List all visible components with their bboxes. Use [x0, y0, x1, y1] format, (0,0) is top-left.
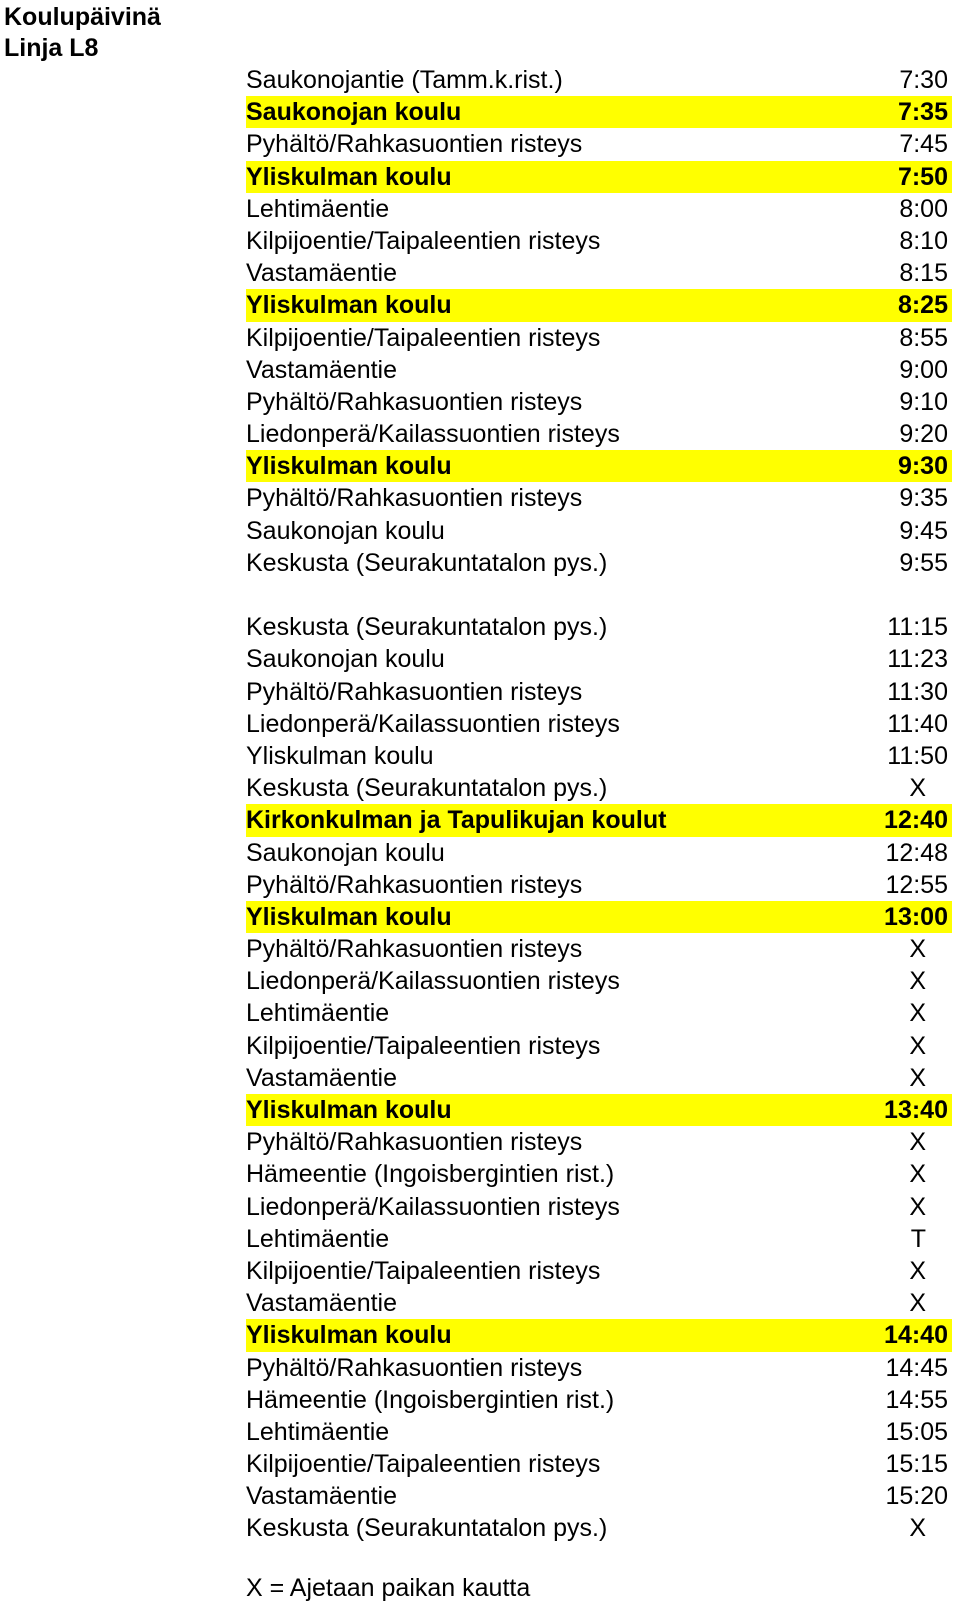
timetable-row [246, 1158, 952, 1190]
timetable-row [246, 1062, 952, 1094]
stop-name: Pyhältö/Rahkasuontien risteys [246, 130, 583, 159]
departure-time: 14:55 [885, 1385, 948, 1414]
header-line-name: Linja L8 [4, 34, 99, 62]
departure-time: 15:05 [885, 1417, 948, 1446]
stop-name: Pyhältö/Rahkasuontien risteys [246, 484, 583, 513]
timetable-row [246, 386, 952, 418]
route-mark: X [909, 1160, 926, 1189]
footnote: X = Ajetaan paikan kautta [246, 1574, 531, 1602]
stop-name: Keskusta (Seurakuntatalon pys.) [246, 1514, 608, 1543]
stop-name: Yliskulman koulu [246, 902, 452, 931]
departure-time: 12:48 [885, 838, 948, 867]
route-mark: X [909, 1514, 926, 1543]
stop-name: Liedonperä/Kailassuontien risteys [246, 420, 620, 449]
timetable-row [246, 1352, 952, 1384]
timetable-row [246, 482, 952, 514]
departure-time: 7:30 [899, 66, 948, 94]
timetable-row [246, 965, 952, 997]
stop-name: Pyhältö/Rahkasuontien risteys [246, 387, 583, 416]
stop-name: Pyhältö/Rahkasuontien risteys [246, 870, 583, 899]
stop-name: Liedonperä/Kailassuontien risteys [246, 709, 620, 738]
timetable-row-school [246, 1319, 952, 1351]
timetable-row [246, 1255, 952, 1287]
timetable-row [246, 515, 952, 547]
stop-name: Yliskulman koulu [246, 741, 434, 770]
timetable-row [246, 1030, 952, 1062]
departure-time: 14:45 [885, 1353, 948, 1382]
stop-name: Saukonojan koulu [246, 838, 445, 867]
departure-time: 9:35 [899, 484, 948, 513]
timetable-row [246, 1416, 952, 1448]
departure-time: 15:20 [885, 1482, 948, 1511]
departure-time: 8:00 [899, 194, 948, 223]
stop-name: Keskusta (Seurakuntatalon pys.) [246, 774, 608, 803]
timetable-row [246, 257, 952, 289]
stop-name: Saukonojantie (Tamm.k.rist.) [246, 66, 563, 94]
stop-name: Lehtimäentie [246, 1417, 390, 1446]
timetable-row [246, 547, 952, 579]
stop-name: Saukonojan koulu [246, 645, 445, 674]
stop-name: Yliskulman koulu [246, 452, 452, 481]
departure-time: 14:40 [884, 1321, 948, 1350]
timetable-row [246, 1223, 952, 1255]
timetable [246, 64, 952, 1545]
stop-name: Kirkonkulman ja Tapulikujan koulut [246, 806, 667, 835]
stop-name: Vastamäentie [246, 1063, 398, 1092]
departure-time: 9:45 [899, 516, 948, 545]
stop-name: Saukonojan koulu [246, 516, 445, 545]
timetable-row [246, 933, 952, 965]
timetable-row [246, 225, 952, 257]
timetable-row [246, 869, 952, 901]
route-mark: X [909, 1031, 926, 1060]
timetable-row [246, 64, 952, 96]
stop-name: Pyhältö/Rahkasuontien risteys [246, 1128, 583, 1157]
timetable-row [246, 643, 952, 675]
stop-name: Kilpijoentie/Taipaleentien risteys [246, 1031, 601, 1060]
departure-time: 13:40 [884, 1096, 948, 1124]
stop-name: Yliskulman koulu [246, 291, 452, 320]
timetable-row-school [246, 289, 952, 321]
stop-name: Vastamäentie [246, 1482, 398, 1511]
timetable-row [246, 611, 952, 643]
timetable-row [246, 322, 952, 354]
stop-name: Pyhältö/Rahkasuontien risteys [246, 935, 583, 964]
route-mark: X [909, 1128, 926, 1157]
timetable-spacer [246, 579, 952, 611]
timetable-row [246, 740, 952, 772]
timetable-row [246, 1126, 952, 1158]
timetable-header [4, 2, 161, 64]
stop-name: Yliskulman koulu [246, 1321, 452, 1350]
timetable-row [246, 837, 952, 869]
departure-time: 11:23 [887, 645, 948, 674]
timetable-row-school [246, 901, 952, 933]
timetable-row [246, 1480, 952, 1512]
timetable-row [246, 997, 952, 1029]
timetable-row-school [246, 1094, 952, 1126]
stop-name: Liedonperä/Kailassuontien risteys [246, 1192, 620, 1221]
stop-name: Vastamäentie [246, 355, 398, 384]
route-mark: X [909, 1192, 926, 1221]
timetable-row [246, 708, 952, 740]
timetable-row [246, 354, 952, 386]
stop-name: Kilpijoentie/Taipaleentien risteys [246, 1256, 601, 1285]
route-mark: X [909, 999, 926, 1028]
stop-name: Yliskulman koulu [246, 1096, 452, 1124]
departure-time: 7:50 [897, 162, 948, 191]
departure-time: 11:40 [887, 709, 948, 738]
departure-time: 9:55 [899, 548, 948, 577]
timetable-row [246, 676, 952, 708]
departure-time: 13:00 [884, 902, 948, 931]
timetable-row [246, 1512, 952, 1544]
departure-time: 12:40 [884, 806, 948, 835]
timetable-row [246, 1384, 952, 1416]
route-mark: T [910, 1224, 926, 1253]
stop-name: Lehtimäentie [246, 194, 390, 223]
route-mark: X [909, 1063, 926, 1092]
stop-name: Liedonperä/Kailassuontien risteys [246, 967, 620, 996]
stop-name: Vastamäentie [246, 259, 398, 288]
departure-time: 9:00 [899, 355, 948, 384]
departure-time: 9:20 [899, 420, 948, 449]
departure-time: 12:55 [885, 870, 948, 899]
route-mark: X [909, 1256, 926, 1285]
stop-name: Lehtimäentie [246, 1224, 390, 1253]
timetable-row [246, 1287, 952, 1319]
timetable-row [246, 1448, 952, 1480]
route-mark: X [909, 935, 926, 964]
departure-time: 8:15 [899, 259, 948, 288]
stop-name: Keskusta (Seurakuntatalon pys.) [246, 548, 608, 577]
stop-name: Kilpijoentie/Taipaleentien risteys [246, 226, 601, 255]
departure-time: 11:50 [887, 741, 948, 770]
timetable-row-school [246, 161, 952, 193]
departure-time: 11:30 [887, 677, 948, 706]
departure-time: 8:10 [899, 226, 948, 255]
timetable-row [246, 1191, 952, 1223]
stop-name: Hämeentie (Ingoisbergintien rist.) [246, 1160, 615, 1189]
route-mark: X [909, 1289, 926, 1318]
departure-time: 9:30 [897, 452, 948, 481]
header-title: Koulupäivinä [4, 3, 161, 31]
departure-time: 7:45 [899, 130, 948, 159]
stop-name: Kilpijoentie/Taipaleentien risteys [246, 1450, 601, 1479]
stop-name: Lehtimäentie [246, 999, 390, 1028]
timetable-row [246, 193, 952, 225]
departure-time: 9:10 [899, 387, 948, 416]
timetable-row [246, 418, 952, 450]
timetable-row [246, 772, 952, 804]
departure-time: 11:15 [887, 613, 948, 642]
stop-name: Saukonojan koulu [246, 98, 462, 127]
route-mark: X [909, 774, 926, 803]
stop-name: Hämeentie (Ingoisbergintien rist.) [246, 1385, 615, 1414]
departure-time: 15:15 [885, 1450, 948, 1479]
stop-name: Yliskulman koulu [246, 162, 452, 191]
timetable-row [246, 128, 952, 160]
stop-name: Keskusta (Seurakuntatalon pys.) [246, 613, 608, 642]
timetable-row-school [246, 804, 952, 836]
departure-time: 8:55 [899, 323, 948, 352]
stop-name: Pyhältö/Rahkasuontien risteys [246, 677, 583, 706]
stop-name: Kilpijoentie/Taipaleentien risteys [246, 323, 601, 352]
departure-time: 8:25 [897, 291, 948, 320]
departure-time: 7:35 [897, 98, 948, 127]
timetable-row-school [246, 96, 952, 128]
stop-name: Vastamäentie [246, 1289, 398, 1318]
stop-name: Pyhältö/Rahkasuontien risteys [246, 1353, 583, 1382]
route-mark: X [909, 967, 926, 996]
timetable-row-school [246, 450, 952, 482]
